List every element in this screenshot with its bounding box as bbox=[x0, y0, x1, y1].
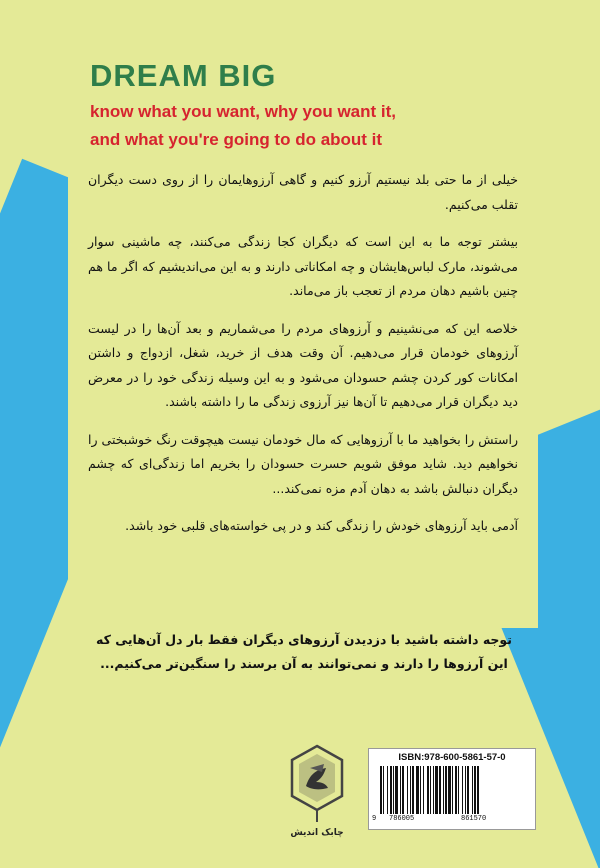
barcode-bar bbox=[474, 766, 476, 814]
barcode-bar bbox=[452, 766, 453, 814]
barcode bbox=[368, 748, 536, 830]
emphasis-line: این آرزوها را دارند و نمی‌توانند به آن برسند را سنگین‌تر می‌کنیم... bbox=[100, 656, 508, 671]
barcode-bar bbox=[402, 766, 404, 814]
barcode-bar bbox=[423, 766, 424, 814]
blurb-paragraph: آدمی باید آرزوهای خودش را زندگی کند و در پی خواسته‌های قلبی خود باشد. bbox=[125, 518, 518, 533]
subtitle-line: know what you want, why you want it, bbox=[90, 102, 397, 121]
barcode-bar bbox=[443, 766, 444, 814]
barcode-bar bbox=[448, 766, 451, 814]
barcode-bar bbox=[395, 766, 398, 814]
barcode-bar bbox=[458, 766, 459, 814]
barcode-bar bbox=[477, 766, 479, 814]
barcode-bar bbox=[462, 766, 463, 814]
emphasis-note bbox=[84, 628, 524, 676]
book-title: DREAM BIG bbox=[90, 58, 277, 93]
book-subtitle bbox=[90, 98, 520, 154]
blurb-paragraph: بیشتر توجه ما به این است که دیگران کجا زندگی می‌کنند، چه ماشینی سوار می‌شوند، مارک لباس‌هایشان و چه امکاناتی دارند و به این می‌اندیشیم که اگر ما هم چنین باشیم دهان مردم از تعجب باز می‌ماند. bbox=[88, 234, 518, 298]
barcode-bar bbox=[430, 766, 431, 814]
barcode-digit-group: 786005 bbox=[389, 815, 415, 823]
blurb-paragraph: خیلی از ما حتی بلد نیستیم آرزو کنیم و گاهی آرزوهایمان را از روی دست دیگران تقلب می‌کنیم. bbox=[88, 172, 518, 212]
barcode-bar bbox=[400, 766, 401, 814]
barcode-bar bbox=[472, 766, 473, 814]
barcode-digit-prefix: 9 bbox=[372, 815, 377, 823]
barcode-bar bbox=[439, 766, 441, 814]
publisher-logo-icon bbox=[286, 742, 348, 828]
barcode-bar bbox=[390, 766, 392, 814]
blurb-paragraph: راستش را بخواهید ما با آرزوهایی که مال خودمان نیست هیچوقت رنگ خوشبختی را نخواهیم دید. شاید موفق شویم حسرت حسودان را بخریم اما زندگی‌ای که چشم دیگران دنبالش باشد به دهان آدم مزه نمی‌کند... bbox=[88, 431, 518, 496]
barcode-bar bbox=[465, 766, 466, 814]
isbn-text: ISBN:978-600-5861-57-0 bbox=[398, 752, 506, 763]
blurb-text bbox=[88, 168, 518, 552]
barcode-digit-group: 861570 bbox=[461, 815, 487, 823]
emphasis-line: توجه داشته باشید با دزدیدن آرزوهای دیگران فقط بار دل آن‌هایی که bbox=[96, 632, 512, 647]
barcode-bar bbox=[467, 766, 469, 814]
barcode-bar bbox=[427, 766, 429, 814]
barcode-bar bbox=[407, 766, 408, 814]
barcode-bar bbox=[433, 766, 434, 814]
barcode-bar bbox=[412, 766, 414, 814]
barcode-bar bbox=[387, 766, 388, 814]
publisher-logo bbox=[286, 742, 348, 846]
barcode-bar bbox=[380, 766, 382, 814]
barcode-bar bbox=[410, 766, 411, 814]
barcode-bar bbox=[416, 766, 419, 814]
blurb-paragraph: خلاصه این که می‌نشینیم و آرزوهای مردم را می‌شماریم و بعد آن‌ها را در لیست آرزوهای خودمان قرار می‌دهیم. آن وقت هدف از خرید، شغل، ازدواج و داشتن امکانات کور کردن چشم حسودان می‌شود و به این وسیله زندگی خود را در معرض دید دیگران قرار می‌دهیم تا آن‌ها نیز آرزوی زندگی ما را داشته باشند. bbox=[88, 320, 518, 409]
barcode-bar bbox=[455, 766, 457, 814]
barcode-bar bbox=[420, 766, 421, 814]
barcode-bar bbox=[383, 766, 384, 814]
barcode-bar bbox=[435, 766, 438, 814]
subtitle-line: and what you're going to do about it bbox=[90, 130, 383, 149]
barcode-bars bbox=[379, 766, 525, 814]
publisher-name: چابک اندیش bbox=[290, 828, 344, 838]
barcode-bar bbox=[445, 766, 447, 814]
barcode-bar bbox=[393, 766, 394, 814]
